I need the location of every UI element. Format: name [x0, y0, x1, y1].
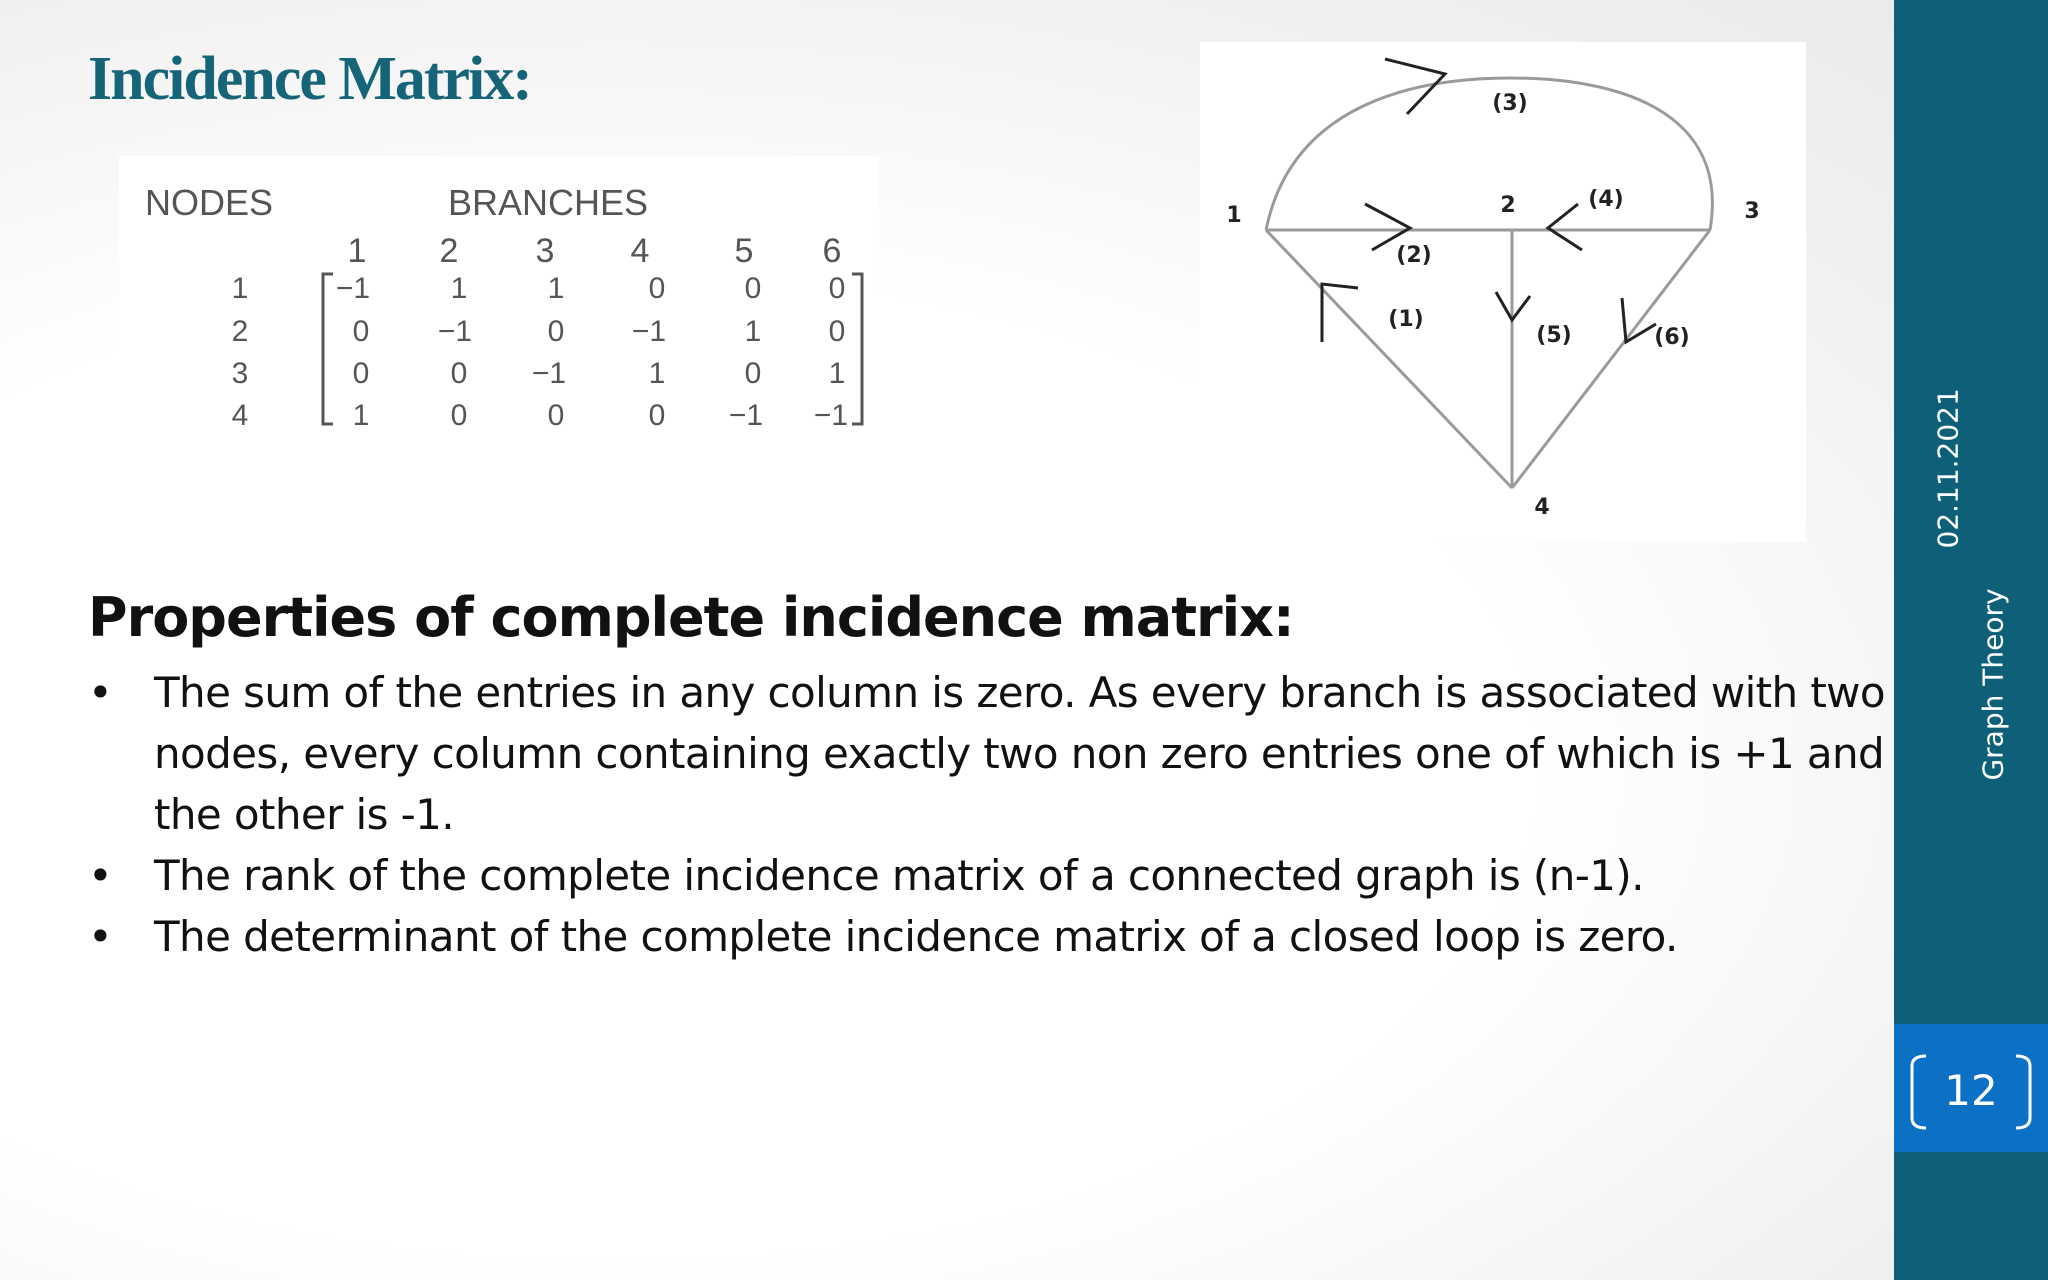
branch-3-arc: [1266, 78, 1712, 230]
matrix-cell: 1: [450, 272, 468, 305]
right-bracket-icon: [2014, 1054, 2034, 1130]
branch-label-2: (2): [1396, 243, 1432, 268]
matrix-cell: −1: [531, 357, 567, 390]
matrix-cell: −1: [437, 315, 473, 348]
column-header: 3: [535, 232, 555, 270]
slide-subject: Graph Theory: [1976, 588, 2010, 781]
bullet-icon: •: [88, 851, 113, 900]
incidence-matrix-figure: [119, 156, 879, 546]
node-label: 3: [231, 357, 249, 390]
matrix-cell: 0: [648, 272, 666, 305]
matrix-cell: −1: [813, 399, 849, 432]
matrix-cell: 1: [352, 399, 370, 432]
bullet-text: The determinant of the complete incidence matrix of a closed loop is zero.: [154, 912, 1678, 961]
matrix-cell: 1: [547, 272, 565, 305]
list-item: [88, 845, 1898, 906]
node-label: 4: [231, 399, 249, 432]
branch-label-6: (6): [1654, 325, 1690, 350]
matrix-cell: 0: [450, 357, 468, 390]
branch-label-3: (3): [1492, 91, 1528, 116]
node-label-2: 2: [1500, 193, 1516, 218]
branch-label-4: (4): [1588, 187, 1624, 212]
column-header: 2: [439, 232, 459, 270]
page-number: 12: [1944, 1066, 1998, 1115]
matrix-left-bracket: [323, 274, 333, 424]
matrix-cell: 0: [828, 315, 846, 348]
page-number-box: [1894, 1024, 2048, 1152]
matrix-cell: 1: [828, 357, 846, 390]
matrix-cell: −1: [631, 315, 667, 348]
bullet-text: The rank of the complete incidence matrix of a connected graph is (n-1).: [154, 851, 1644, 900]
node-label-1: 1: [1226, 203, 1242, 228]
branch-label-5: (5): [1536, 323, 1572, 348]
matrix-cell: 0: [744, 357, 762, 390]
branches-label: BRANCHES: [448, 182, 649, 223]
branch-label-1: (1): [1388, 307, 1424, 332]
node-label: 1: [231, 272, 249, 305]
properties-heading: Properties of complete incidence matrix:: [88, 586, 1294, 649]
properties-list: [88, 662, 1898, 967]
matrix-cell: −1: [728, 399, 764, 432]
nodes-label: NODES: [145, 182, 274, 223]
column-header: 6: [822, 232, 842, 270]
matrix-cell: −1: [335, 272, 371, 305]
slide-date: 02.11.2021: [1931, 388, 1965, 549]
branch-3-arrow-icon: [1385, 59, 1445, 114]
branch-4-arrow-icon: [1548, 204, 1582, 250]
matrix-cell: 0: [744, 272, 762, 305]
graph-diagram: [1200, 42, 1806, 542]
column-header: 4: [630, 232, 650, 270]
bullet-icon: •: [88, 668, 113, 717]
matrix-cell: 0: [352, 315, 370, 348]
matrix-cell: 1: [648, 357, 666, 390]
matrix-cell: 0: [450, 399, 468, 432]
list-item: [88, 662, 1898, 845]
matrix-cell: 0: [547, 399, 565, 432]
node-label-4: 4: [1534, 495, 1550, 520]
matrix-cell: 0: [648, 399, 666, 432]
node-label-3: 3: [1744, 199, 1760, 224]
matrix-cell: 0: [828, 272, 846, 305]
bullet-icon: •: [88, 912, 113, 961]
bullet-text: The sum of the entries in any column is zero. As every branch is associated with two nodes, every column containing exactly two non zero entries one of which is +1 and the other is -1.: [154, 668, 1886, 839]
branch-1-edge: [1266, 230, 1512, 488]
node-label: 2: [231, 315, 249, 348]
matrix-cell: 0: [547, 315, 565, 348]
branch-6-edge: [1512, 230, 1710, 488]
slide-title: Incidence Matrix:: [88, 45, 531, 113]
matrix-cell: 0: [352, 357, 370, 390]
matrix-right-bracket: [852, 274, 862, 424]
list-item: [88, 906, 1898, 967]
column-header: 5: [734, 232, 754, 270]
column-header: 1: [347, 232, 367, 270]
matrix-cell: 1: [744, 315, 762, 348]
